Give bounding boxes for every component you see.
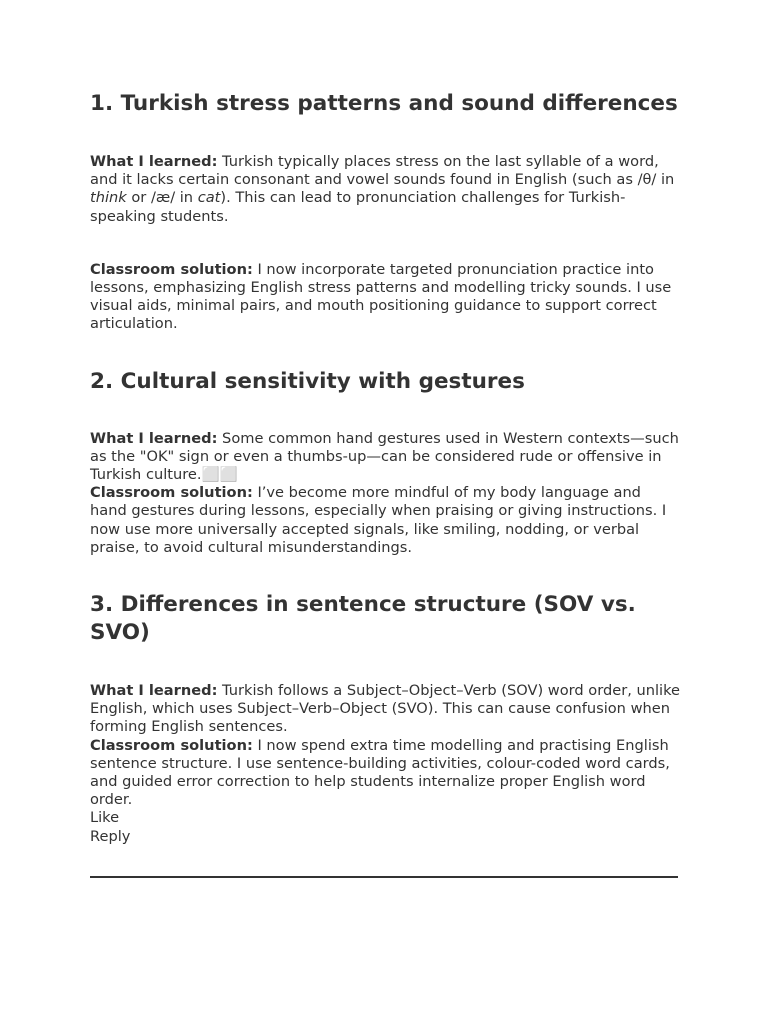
comment-actions	[90, 809, 680, 846]
missing-glyph-icons: ⬜⬜	[201, 466, 238, 484]
section-1-classroom-solution	[90, 261, 680, 334]
what-i-learned-label: What I learned:	[90, 153, 218, 170]
learned-text-part: or /æ/ in	[126, 189, 198, 207]
section-2-what-i-learned	[90, 430, 680, 485]
learned-text-part: ). This can lead to pronunciation challenges for Turkish-speaking students.	[90, 189, 626, 225]
solution-text: I now spend extra time modelling and practising English sentence structure. I use sentence-building activities, colour-coded word cards, and guided error correction to help students internalize proper English word order.	[90, 736, 670, 809]
divider	[90, 876, 678, 878]
section-3-heading: 3. Differences in sentence structure (SOV vs. SVO)	[90, 592, 636, 646]
classroom-solution-label: Classroom solution:	[90, 736, 253, 754]
like-link[interactable]: Like	[90, 809, 120, 827]
learned-text: Turkish follows a Subject–Object–Verb (SOV) word order, unlike English, which uses Subject–Verb–Object (SVO). This can cause confusion when forming English sentences.	[90, 682, 681, 736]
section-3-what-i-learned	[90, 682, 680, 737]
classroom-solution-label: Classroom solution:	[90, 484, 253, 502]
section-1-what-i-learned	[90, 153, 680, 226]
section-2-classroom-solution	[90, 484, 680, 557]
example-word-think: think	[90, 189, 127, 207]
article-body	[90, 90, 680, 846]
solution-text: I’ve become more mindful of my body language and hand gestures during lessons, especially when praising or giving instructions. I now use more universally accepted signals, like smiling, nodding, or verbal praise, to avoid cultural misunderstandings.	[90, 484, 667, 556]
section-1-heading: 1. Turkish stress patterns and sound differences	[90, 91, 678, 116]
what-i-learned-label: What I learned:	[90, 682, 218, 700]
learned-text-part: Turkish typically places stress on the last syllable of a word, and it lacks certain consonant and vowel sounds found in English (such as /θ/ in	[90, 153, 675, 189]
section-3-classroom-solution	[90, 737, 680, 810]
learned-text: Some common hand gestures used in Western contexts—such as the "OK" sign or even a thumbs-up—can be considered rude or offensive in Turkish culture.	[90, 429, 679, 484]
solution-text: I now incorporate targeted pronunciation practice into lessons, emphasizing English stress patterns and modelling tricky sounds. I use visual aids, minimal pairs, and mouth positioning guidance to support correct articulation.	[90, 260, 672, 333]
example-word-cat: cat	[197, 189, 221, 207]
section-2-heading: 2. Cultural sensitivity with gestures	[90, 368, 525, 394]
reply-link[interactable]: Reply	[90, 827, 131, 845]
what-i-learned-label: What I learned:	[90, 429, 218, 447]
classroom-solution-label: Classroom solution:	[90, 260, 253, 278]
